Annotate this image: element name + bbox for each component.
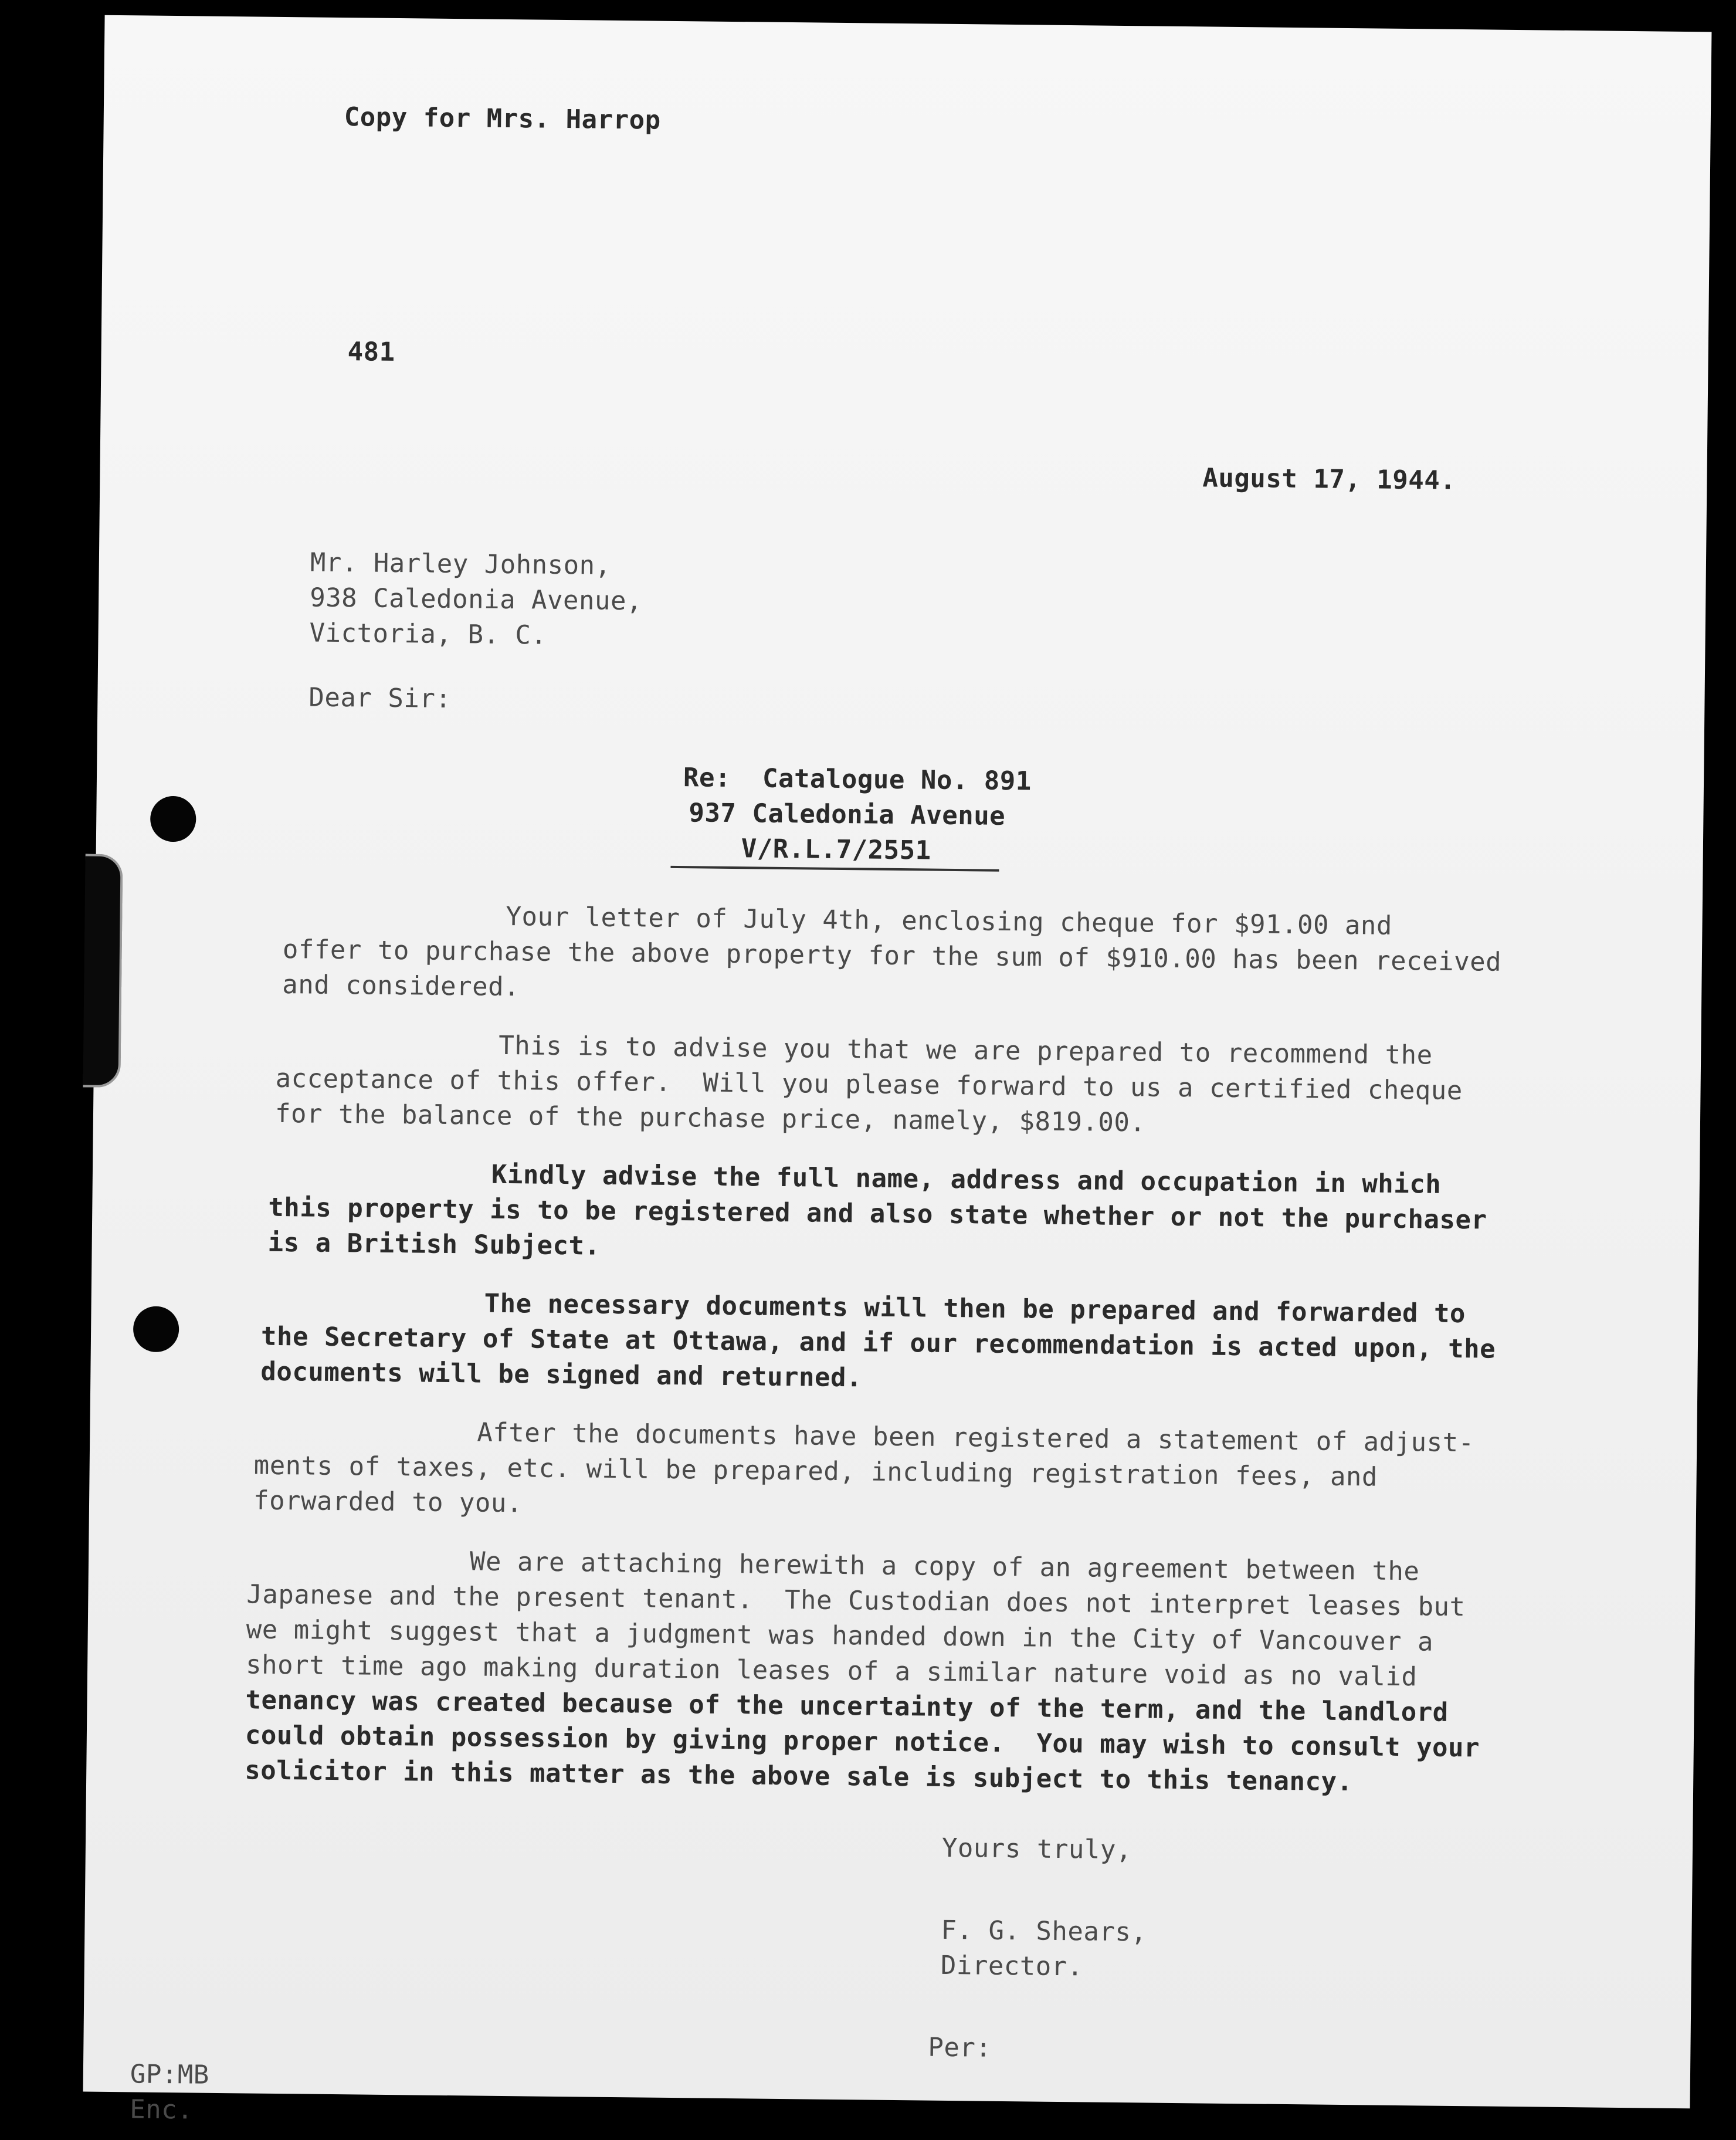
subject-line-2: 937 Caledonia Avenue xyxy=(689,798,1006,831)
enclosure-note: Enc. xyxy=(129,2094,194,2125)
body-p3-line-2: this property is to be registered and also state whether or not the purchaser xyxy=(268,1192,1487,1235)
body-p4-line-3: documents will be signed and returned. xyxy=(260,1356,863,1393)
subject-line-3: V/R.L.7/2551 xyxy=(741,834,931,866)
copy-note: Copy for Mrs. Harrop xyxy=(344,102,661,136)
body-p1-line-1: Your letter of July 4th, enclosing cheque for $91.00 and xyxy=(506,901,1393,941)
typist-initials: GP:MB xyxy=(130,2059,210,2090)
letter-page xyxy=(83,15,1712,2125)
body-p1-line-2: offer to purchase the above property for the sum of $910.00 has been received xyxy=(282,934,1502,977)
body-p1-line-3: and considered. xyxy=(282,970,520,1003)
body-p4-line-1: The necessary documents will then be prepared and forwarded to xyxy=(484,1288,1466,1329)
salutation: Dear Sir: xyxy=(308,682,452,714)
body-p5-line-1: After the documents have been registered a statement of adjust- xyxy=(477,1417,1474,1458)
addressee-line-1: Mr. Harley Johnson, xyxy=(310,547,611,581)
valediction: Yours truly, xyxy=(941,1833,1133,1865)
signatory-title: Director. xyxy=(940,1950,1084,1982)
body-p2-line-1: This is to advise you that we are prepared to recommend the xyxy=(498,1030,1433,1071)
body-p3-line-1: Kindly advise the full name, address and occupation in which xyxy=(491,1159,1442,1200)
body-p6-line-7: solicitor in this matter as the above sale is subject to this tenancy. xyxy=(245,1755,1353,1797)
signatory-name: F. G. Shears, xyxy=(941,1915,1147,1948)
body-p6-line-4: short time ago making duration leases of a similar nature void as no valid xyxy=(245,1650,1418,1692)
file-number: 481 xyxy=(347,337,395,367)
file-tab xyxy=(83,854,123,1088)
per-line: Per: xyxy=(928,2032,992,2063)
body-p6-line-6: could obtain possession by giving proper notice. You may wish to consult your xyxy=(245,1720,1480,1763)
letter-date: August 17, 1944. xyxy=(1202,463,1456,496)
body-p3-line-3: is a British Subject. xyxy=(267,1227,601,1261)
body-p5-line-3: forwarded to you. xyxy=(253,1485,523,1519)
body-p2-line-3: for the balance of the purchase price, namely, $819.00. xyxy=(274,1098,1146,1138)
punch-hole-top xyxy=(150,796,196,842)
subject-line-1: Re: Catalogue No. 891 xyxy=(683,763,1032,797)
body-p6-line-5: tenancy was created because of the uncertainty of the term, and the landlord xyxy=(245,1685,1449,1728)
body-p6-line-1: We are attaching herewith a copy of an agreement between the xyxy=(469,1546,1420,1587)
addressee-line-3: Victoria, B. C. xyxy=(309,618,547,651)
body-p6-line-3: we might suggest that a judgment was handed down in the City of Vancouver a xyxy=(246,1614,1434,1657)
body-p4-line-2: the Secretary of State at Ottawa, and if our recommendation is acted upon, the xyxy=(260,1321,1496,1364)
addressee-line-2: 938 Caledonia Avenue, xyxy=(309,583,643,617)
body-p5-line-2: ments of taxes, etc. will be prepared, including registration fees, and xyxy=(253,1450,1378,1492)
body-p2-line-2: acceptance of this offer. Will you please forward to us a certified cheque xyxy=(275,1063,1463,1106)
body-p6-line-2: Japanese and the present tenant. The Custodian does not interpret leases but xyxy=(246,1579,1466,1623)
punch-hole-bottom xyxy=(133,1306,179,1352)
